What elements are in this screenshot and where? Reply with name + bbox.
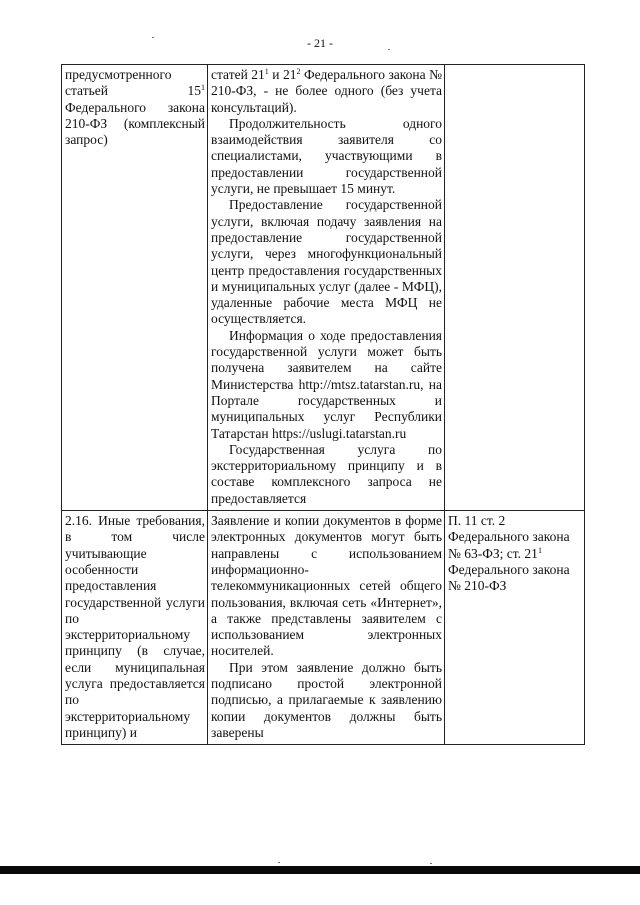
cell-paragraph: Государственная услуга по экстерриториальному принципу и в составе комплексного запроса не предоставляется bbox=[211, 441, 442, 506]
superscript: 2 bbox=[296, 67, 301, 76]
cell-paragraph: При этом заявление должно быть подписано простой электронной подписью, а прилагаемые к заявлению копии документов должны быть заверены bbox=[211, 659, 442, 740]
superscript: 1 bbox=[537, 545, 542, 555]
text-run: Федерального закона № 210-ФЗ bbox=[448, 561, 570, 594]
cell-paragraph: Заявление и копии документов в форме электронных документов могут быть направлены с использованием информационно-телекоммуникационных сетей общего пользования, включая сеть «Интернет», а также представлены заявителем с использованием электронных носителей. bbox=[211, 513, 442, 659]
table-row bbox=[62, 511, 585, 745]
superscript: 1 bbox=[201, 83, 205, 93]
text-run: предусмотренного статьей 15 bbox=[65, 67, 201, 99]
scan-speck bbox=[278, 862, 280, 863]
table-cell-basis bbox=[445, 511, 585, 745]
text-run: статей 21 bbox=[211, 67, 265, 82]
table-cell-content bbox=[208, 511, 445, 745]
cell-text bbox=[65, 67, 205, 148]
requirements-table bbox=[61, 64, 585, 745]
superscript: 1 bbox=[264, 67, 269, 76]
table-cell-label bbox=[62, 65, 208, 511]
table-cell-basis bbox=[445, 65, 585, 511]
cell-paragraph: Предоставление государственной услуги, включая подачу заявления на предоставление государственной услуги, через многофункциональный центр предоставления государственных и муниципальных услуг (далее - МФЦ), удаленные рабочие места МФЦ не осуществляется. bbox=[211, 197, 442, 327]
text-run: Федерального закона № 210-ФЗ, - не более одного (без учета консультаций). bbox=[211, 67, 442, 115]
text-run: П. 11 ст. 2 Федерального закона № 63-ФЗ; ст. 21 bbox=[448, 513, 570, 561]
table-row bbox=[62, 65, 585, 511]
table-cell-content bbox=[208, 65, 445, 511]
cell-paragraph: Продолжительность одного взаимодействия заявителя со специалистами, участвующими в предоставлении государственной услуги, не превышает 15 минут. bbox=[211, 115, 442, 197]
cell-paragraph bbox=[211, 67, 442, 116]
cell-text bbox=[448, 513, 582, 594]
cell-text: 2.16. Иные требования, в том числе учитывающие особенности предоставления государственной услуги по экстерриториальному принципу (в случае, если муниципальная услуга предоставляется по экстерриториальному принципу) и bbox=[65, 513, 205, 740]
cell-paragraph: Информация о ходе предоставления государственной услуги может быть получена заявителем на сайте Министерства http://mtsz.tatarstan.ru, на Портале государственных и муниципальных услуг Республики Татарстан https://uslugi.tatarstan.ru bbox=[211, 327, 442, 441]
scan-speck bbox=[152, 37, 154, 38]
scan-edge-bar bbox=[0, 866, 640, 874]
scan-speck bbox=[430, 863, 432, 864]
table-cell-label bbox=[62, 511, 208, 745]
scan-speck bbox=[388, 49, 390, 50]
text-run: и 21 bbox=[268, 67, 297, 82]
page-number: - 21 - bbox=[307, 36, 333, 50]
text-run: Федерального закона 210-ФЗ (комплексный запрос) bbox=[65, 99, 205, 148]
